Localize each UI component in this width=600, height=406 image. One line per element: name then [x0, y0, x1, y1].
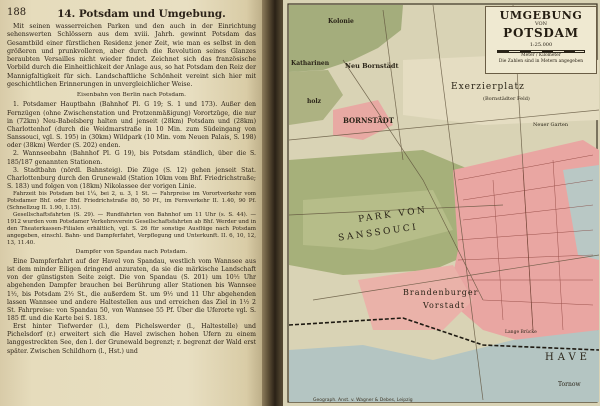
- map-title-von: VON: [535, 21, 547, 27]
- map-legend-note: Die Zahlen sind in Metern angegeben: [498, 58, 584, 64]
- railway-item-2: 2. Wannseebahn (Bahnhof Pl. G 19), bis Potsdam ständlich, über die S. 185/187 genannten Stationen.: [7, 150, 256, 166]
- label-neuer-garten: Neuer Garten: [533, 122, 569, 128]
- label-brandenburger: Brandenburger: [403, 288, 479, 297]
- section-title: 14. Potsdam und Umgebung.: [57, 8, 226, 20]
- label-vorstadt: Vorstadt: [423, 301, 466, 310]
- page-number: 188: [7, 7, 27, 18]
- fares-paragraph: Fahrzeit bis Potsdam bei 1¼, bei 2, u. 3, 1 St. — Fahrpreise im Vorortverkehr vom Potsdamer Bhf. oder Bhf. Friedrichstraße 80, 50 Pf., im Fernverkehr II. 1.40, 90 Pf. (Schnellzug II. 1.90, 1.15).: [7, 191, 256, 212]
- label-tornow: Tornow: [558, 381, 581, 388]
- map-title-line2: POTSDAM: [503, 26, 579, 40]
- label-bornstaedt: BORNSTÄDT: [343, 116, 394, 125]
- label-park-von: PARK VON: [357, 205, 429, 225]
- label-kolonie: Kolonie: [328, 18, 354, 25]
- subhead-railway: Eisenbahn von Berlin nach Potsdam.: [76, 92, 187, 98]
- map-legend-units: Meter / Kilometer: [521, 53, 561, 58]
- label-havel: HAVE: [545, 352, 591, 363]
- label-holz: holz: [307, 98, 322, 105]
- label-neu-bornstaedt: Neu Bornstädt: [345, 62, 399, 70]
- map-title-line1: UMGEBUNG: [499, 9, 583, 22]
- steamer-paragraph-1: Eine Dampferfahrt auf der Havel von Spandau, westlich vom Wannsee aus ist dem minder Eiligen dringend anzuraten, da sie die märkische Landschaft von der günstigsten Seite zeigt. Die von Spandau (S. 201) um 10½ Uhr abgehenden Dampfer brauchen bei Berührung aller Stationen bis Wannsee 1½, bis Potsdam 2½ St., die außerdem St. um 9½ und 11 Uhr abgehenden lassen Wannsee und andere Haltestellen aus und erreichen das Ziel in 1½ 2 St. Fahrpreise: von Spandau 50, von Wannsee 55 Pf. Über die Uferorte vgl. S. 185 ff. und die Karte bei S. 183.: [7, 257, 256, 322]
- railway-item-3: 3. Stadtbahn (nördl. Bahnsteig). Die Züge (S. 12) gehen jenseit Stat. Charlottenburg durch den Grunewald (Station 10km vom Bhf. Friedrichstraße; S. 183) und folgen von (18km) Nikolassee der vorigen Linie.: [7, 166, 256, 190]
- map-page: [283, 0, 600, 406]
- subhead-steamer: Dampfer von Spandau nach Potsdam.: [75, 248, 188, 255]
- label-katharinen: Katharinen: [291, 60, 330, 67]
- railway-item-1: 1. Potsdamer Hauptbahn (Bahnhof Pl. G 19; S. 1 und 173). Außer den Fernzügen (ohne Zwischenstation und Protzenmäßigung) Vorortzüge, die nur in (72km) Neu-Babelsberg halten und jenseit (28km) Potsdam und (28km) Charlottenhof (durch die Weidmarstraße in 10 Min. zum Südeingang von Sanssouci, vgl. S. 195) in (30km) Wildpark (10 Min. vom Neuen Palais, S. 198) oder (38km) Werder (S. 202) enden.: [7, 101, 256, 150]
- label-sanssouci: SANSSOUCI: [337, 222, 419, 244]
- intro-paragraph: Mit seinen wasserreichen Parken und den auch in der Einrichtung sehenswerten Schlössern aus dem xviii. Jahrh. gewinnt Potsdam das Gesamtbild einer fürstlichen Residenz jener Zeit, wie man es selbst in den größeren und prunkvolleren, aber durch die Revolution seines Glanzes beraubten Versailles nicht wieder findet. Zeichnet sich das französische Vorbild durch die Einheitlichkeit der Anlage aus, so hat Potsdam den Reiz der Mannigfaltigkeit für sich. Landschaftliche Schönheit vereint sich hier mit geschichtlichen Erinnerungen in unvergleichlicher Weise.: [7, 23, 256, 88]
- left-page: [0, 0, 268, 406]
- label-exerzierplatz: Exerzierplatz: [451, 82, 525, 92]
- steamer-paragraph-2: Erst hinter Tiefwerder (l.), dem Pichelswerder (l., Haltestelle) und Pichelsdorf (r.) erweitert sich die Havel zwischen hohen Ufern zu einem langgestreckten See, den l. der Grunewald begrenzt; r. begrenzt der Wald erst später. Zwischen Schildhorn (l., Hst.) und: [7, 323, 256, 355]
- map-title-box: [485, 6, 597, 74]
- label-bornstaedter-feld: (Bornstädter Feld): [483, 96, 530, 102]
- tours-paragraph: Gesellschaftsfahrten (S. 29). — Rundfahrten von Bahnhof um 11 Uhr (s. S. 44). — 1912 wurden vom Potsdamer Verkehrsverein Gesellschaftsfahrten ab Bhf. Werder und in den Theaterkassen-Filialen erhältlich, vgl. S. 26 für sonstige Ausflüge nach Potsdam angegeben, einschl. Bahn- und Dampferfahrt, Verpflegung und Unterkunft. II. 6, 10, 12, 13, 11.40.: [7, 212, 256, 247]
- label-lange-bruecke: Lange Brücke: [505, 330, 537, 335]
- map-imprint: Geograph. Anst. v. Wagner & Debes, Leipzig: [313, 398, 413, 403]
- map-scale: 1:25.000: [529, 42, 553, 48]
